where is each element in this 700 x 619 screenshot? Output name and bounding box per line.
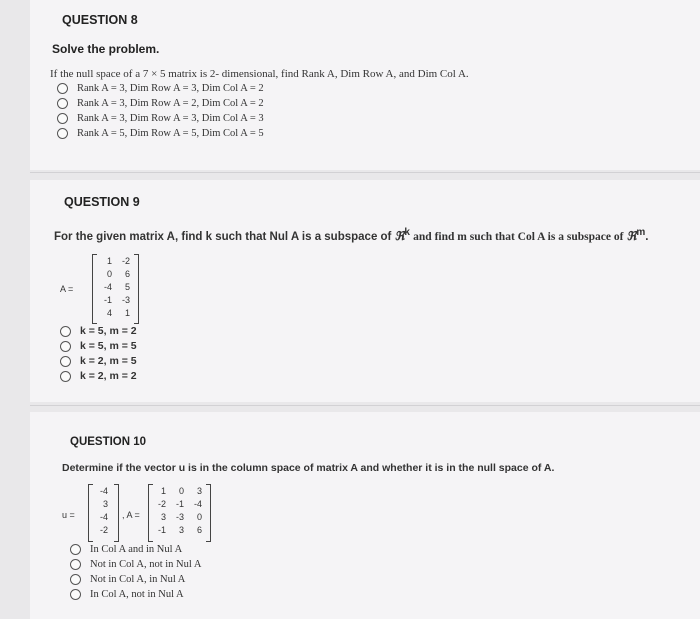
matrix-cell: -3 <box>121 295 130 305</box>
matrix-cell: 0 <box>196 512 202 522</box>
prompt-end: . <box>645 230 649 243</box>
radio-button[interactable] <box>57 113 68 124</box>
superscript-m: m <box>636 227 646 238</box>
option-label: In Col A and in Nul A <box>90 544 183 555</box>
question-8-panel <box>30 0 700 170</box>
radio-button[interactable] <box>57 83 68 94</box>
matrix-cell: 1 <box>160 486 166 496</box>
matrix-cell: 3 <box>196 486 202 496</box>
q8-option-3[interactable] <box>57 113 264 124</box>
question-8-title: QUESTION 8 <box>62 13 138 27</box>
matrix-cell: 6 <box>124 269 130 279</box>
prompt-text-b: and find m such that Col A is a subspace of <box>413 230 624 243</box>
matrix-cell: 3 <box>178 525 184 535</box>
matrix-cell: -1 <box>103 295 112 305</box>
right-bracket <box>134 254 139 324</box>
matrix-cell: 0 <box>178 486 184 496</box>
option-label: Rank A = 3, Dim Row A = 2, Dim Col A = 2 <box>77 98 264 109</box>
matrix-cell: -4 <box>103 282 112 292</box>
vector-u-label: u = <box>62 510 75 520</box>
section-divider <box>30 405 700 406</box>
radio-button[interactable] <box>70 544 81 555</box>
option-label: In Col A, not in Nul A <box>90 589 184 600</box>
radio-button[interactable] <box>57 128 68 139</box>
q9-option-1[interactable] <box>60 325 137 337</box>
matrix-cell: -2 <box>121 256 130 266</box>
matrix-cell: 0 <box>106 269 112 279</box>
question-8-subtitle: Solve the problem. <box>52 42 160 56</box>
prompt-text-a: For the given matrix A, find k such that Nul A is a subspace of <box>54 230 392 243</box>
radio-button[interactable] <box>60 326 71 337</box>
question-9-title: QUESTION 9 <box>64 195 140 209</box>
q10-option-2[interactable] <box>70 559 201 570</box>
matrix-cell: 6 <box>196 525 202 535</box>
matrix-a-label: A = <box>60 284 74 294</box>
option-label: Not in Col A, not in Nul A <box>90 559 202 570</box>
question-10-prompt: Determine if the vector u is in the column space of matrix A and whether it is in the null space of A. <box>62 462 555 474</box>
real-space-symbol: ℜ <box>394 228 405 243</box>
matrix-cell: -1 <box>175 499 184 509</box>
option-label: Rank A = 3, Dim Row A = 3, Dim Col A = 3 <box>77 113 264 124</box>
q10-option-3[interactable] <box>70 574 185 585</box>
vector-cell: -2 <box>99 525 108 535</box>
q10-option-1[interactable] <box>70 544 182 555</box>
q9-option-3[interactable] <box>60 355 137 367</box>
vector-u <box>88 484 122 542</box>
option-label: Rank A = 3, Dim Row A = 3, Dim Col A = 2 <box>77 83 264 94</box>
radio-button[interactable] <box>70 589 81 600</box>
section-divider <box>30 172 700 173</box>
matrix-cell: 1 <box>124 308 130 318</box>
option-label: k = 5, m = 2 <box>80 325 137 337</box>
matrix-cell: -3 <box>175 512 184 522</box>
left-bracket <box>88 484 93 542</box>
q10-option-4[interactable] <box>70 589 184 600</box>
matrix-cell: 5 <box>124 282 130 292</box>
matrix-a-label: , A = <box>122 510 140 520</box>
option-label: Rank A = 5, Dim Row A = 5, Dim Col A = 5 <box>77 128 264 139</box>
radio-button[interactable] <box>60 341 71 352</box>
left-bracket <box>92 254 97 324</box>
right-bracket <box>206 484 211 542</box>
question-9-panel <box>30 180 700 402</box>
matrix-cell: 3 <box>160 512 166 522</box>
radio-button[interactable] <box>60 371 71 382</box>
q8-option-1[interactable] <box>57 83 264 94</box>
q9-option-2[interactable] <box>60 340 137 352</box>
radio-button[interactable] <box>70 574 81 585</box>
question-10-title: QUESTION 10 <box>70 436 147 448</box>
matrix-cell: 4 <box>106 308 112 318</box>
vector-cell: -4 <box>99 486 108 496</box>
vector-cell: 3 <box>102 499 108 509</box>
q9-option-4[interactable] <box>60 370 137 382</box>
radio-button[interactable] <box>70 559 81 570</box>
matrix-cell: -1 <box>157 525 166 535</box>
option-label: Not in Col A, in Nul A <box>90 574 186 585</box>
q8-option-4[interactable] <box>57 128 264 139</box>
matrix-cell: -2 <box>157 499 166 509</box>
matrix-a <box>92 254 140 324</box>
right-bracket <box>114 484 119 542</box>
option-label: k = 2, m = 5 <box>80 355 137 367</box>
matrix-cell: -4 <box>193 499 202 509</box>
vector-cell: -4 <box>99 512 108 522</box>
superscript-k: k <box>404 227 410 238</box>
matrix-cell: 1 <box>106 256 112 266</box>
real-space-symbol: ℜ <box>626 228 637 243</box>
matrix-a <box>148 484 212 542</box>
option-label: k = 2, m = 2 <box>80 370 137 382</box>
radio-button[interactable] <box>57 98 68 109</box>
question-9-prompt <box>54 227 649 244</box>
radio-button[interactable] <box>60 356 71 367</box>
q8-option-2[interactable] <box>57 98 264 109</box>
question-10-panel <box>30 412 700 619</box>
question-8-prompt: If the null space of a 7 × 5 matrix is 2- dimensional, find Rank A, Dim Row A, and Dim Col A. <box>50 68 469 80</box>
option-label: k = 5, m = 5 <box>80 340 137 352</box>
